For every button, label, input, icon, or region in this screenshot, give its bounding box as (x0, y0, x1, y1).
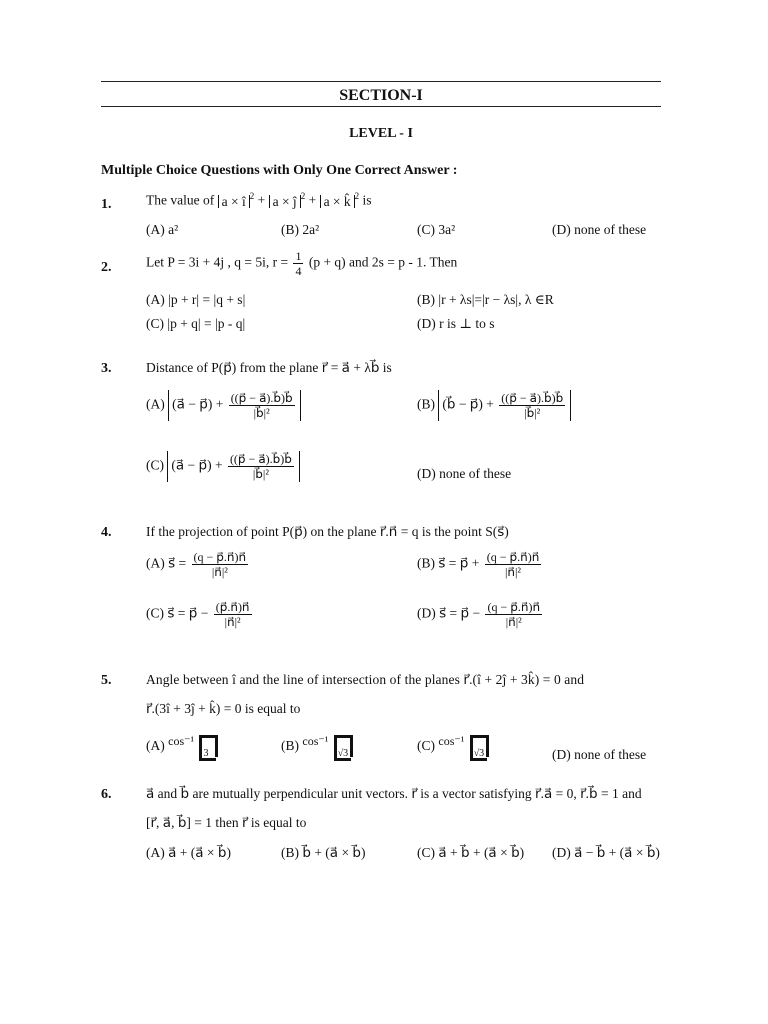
q5-c-garbled-fraction (468, 735, 494, 759)
q3-a-expr (168, 390, 301, 421)
q5-number: 5. (101, 673, 112, 688)
q6-option-a: (A) a⃗ + (a⃗ × b⃗) (146, 845, 231, 860)
q3-option-d: (D) none of these (417, 466, 512, 481)
q4-b-pre: s⃗ = p⃗ + (438, 555, 480, 571)
q3-number: 3. (101, 361, 112, 376)
q1-option-c: (C) 3a² (417, 222, 456, 237)
q3-b-den: |b⃗|² (524, 406, 541, 420)
q4-stem: If the projection of point P(p⃗) on the plane r⃗.n⃗ = q is the point S(s⃗) (146, 524, 509, 539)
q4-d-label: (D) (417, 605, 436, 621)
q4-c-frac (214, 601, 252, 628)
q1-pre: The value of (146, 192, 215, 208)
q2-pre: Let P = 3i + 4j , q = 5i, r = (146, 254, 289, 270)
q3-a-den: |b⃗|² (253, 406, 270, 420)
q5-a-cos: cos⁻¹ (168, 734, 195, 748)
q4-a-num: (q − p⃗.n⃗)n⃗ (193, 550, 247, 564)
q5-c-cos: cos⁻¹ (438, 734, 465, 748)
q1-term3-text: a × k̂ (323, 193, 351, 209)
q3-stem: Distance of P(p⃗) from the plane r⃗ = a⃗ + λb⃗ is (146, 360, 392, 375)
q2-option-b: (B) |r + λs|=|r − λs|, λ ∈R (417, 292, 554, 307)
q3-a-frac (229, 392, 295, 419)
level-title: LEVEL - I (349, 126, 413, 141)
q5-option-a (146, 735, 223, 759)
q4-a-label: (A) (146, 555, 165, 571)
section-rule (101, 106, 661, 107)
q4-option-b (417, 551, 543, 578)
q6-stem-line2: [r⃗, a⃗, b⃗] = 1 then r⃗ is equal to (146, 815, 307, 830)
q4-a-pre: s⃗ = (168, 555, 187, 571)
q5-stem-line1: Angle between î and the line of intersection of the planes r⃗.(î + 2ĵ + 3k̂) = 0 and (146, 672, 585, 687)
q5-a-sub: 3 (203, 748, 209, 759)
q3-c-den: |b⃗|² (252, 467, 269, 481)
q3-b-frac (499, 392, 565, 419)
q3-b-num: ((p⃗ − a⃗).b⃗)b⃗ (501, 391, 564, 405)
q1-term1-text: a × î (221, 193, 246, 209)
q3-c-label: (C) (146, 457, 164, 473)
q3-a-num: ((p⃗ − a⃗).b⃗)b⃗ (230, 391, 293, 405)
q4-c-pre: s⃗ = p⃗ − (167, 605, 209, 621)
q3-b-pre: (b⃗ − p⃗) + (442, 396, 494, 412)
q5-option-b (281, 735, 358, 759)
q5-c-label: (C) (417, 738, 435, 754)
q5-stem-line2: r⃗.(3î + 3ĵ + k̂) = 0 is equal to (146, 701, 301, 716)
q4-option-a (146, 551, 250, 578)
q6-option-b: (B) b⃗ + (a⃗ × b⃗) (281, 845, 366, 860)
q5-b-sub: √3 (337, 748, 349, 759)
q5-a-label: (A) (146, 738, 165, 754)
q3-b-expr (438, 390, 571, 421)
q4-option-c (146, 601, 254, 628)
q4-b-num: (q − p⃗.n⃗)n⃗ (486, 550, 540, 564)
q4-d-pre: s⃗ = p⃗ − (439, 605, 481, 621)
q3-c-frac (228, 453, 294, 480)
top-rule (101, 81, 661, 82)
q4-b-label: (B) (417, 555, 435, 571)
q3-c-num: ((p⃗ − a⃗).b⃗)b⃗ (229, 452, 292, 466)
q5-a-garbled-fraction (197, 735, 223, 759)
q2-frac-den: 4 (295, 264, 302, 278)
q5-b-cos: cos⁻¹ (302, 734, 329, 748)
q3-option-a (146, 390, 301, 421)
q1-stem: The value of a × î $^2$ + a × ĵ $^2$ + a × k̂ $^2$ is (146, 191, 372, 209)
q3-option-c (146, 451, 300, 482)
q4-number: 4. (101, 525, 112, 540)
q4-c-den: |n⃗|² (224, 615, 241, 629)
q5-b-label: (B) (281, 738, 299, 754)
q1-option-a: (A) a² (146, 222, 179, 237)
q1-number: 1. (101, 197, 112, 212)
q4-d-den: |n⃗|² (505, 615, 522, 629)
q6-option-d: (D) a⃗ − b⃗ + (a⃗ × b⃗) (552, 845, 660, 860)
q4-a-den: |n⃗|² (211, 565, 228, 579)
q6-option-c: (C) a⃗ + b⃗ + (a⃗ × b⃗) (417, 845, 525, 860)
q5-option-c (417, 735, 494, 759)
q1-term1 (218, 195, 250, 209)
q4-c-label: (C) (146, 605, 164, 621)
q2-option-a: (A) |p + r| = |q + s| (146, 292, 246, 307)
q2-post: (p + q) and 2s = p - 1. Then (308, 254, 458, 270)
q2-option-d: (D) r is ⊥ to s (417, 316, 495, 331)
q3-option-b (417, 390, 571, 421)
q3-b-label: (B) (417, 396, 435, 412)
q6-stem-line1: a⃗ and b⃗ are mutually perpendicular unit vectors. r⃗ is a vector satisfying r⃗.a⃗ = 0, r⃗.b⃗ = 1 and (146, 786, 642, 801)
q3-a-label: (A) (146, 396, 165, 412)
q1-option-b: (B) 2a² (281, 222, 320, 237)
q3-a-pre: (a⃗ − p⃗) + (172, 396, 224, 412)
q1-option-d: (D) none of these (552, 222, 647, 237)
q4-d-frac (485, 601, 542, 628)
q1-post: is (362, 192, 372, 208)
q1-term3 (320, 195, 355, 209)
q3-c-pre: (a⃗ − p⃗) + (171, 457, 223, 473)
q4-b-den: |n⃗|² (505, 565, 522, 579)
q1-term2-text: a × ĵ (272, 193, 297, 209)
q2-frac-num: 1 (295, 249, 302, 263)
q6-number: 6. (101, 787, 112, 802)
q2-stem (146, 250, 457, 277)
q3-c-expr (167, 451, 300, 482)
q4-a-frac (192, 551, 249, 578)
q5-b-garbled-fraction (332, 735, 358, 759)
section-title: SECTION-I (339, 87, 423, 104)
q4-d-num: (q − p⃗.n⃗)n⃗ (487, 600, 541, 614)
q4-c-num: (p⃗.n⃗)n⃗ (215, 600, 250, 614)
q5-c-sub: √3 (473, 748, 485, 759)
q4-b-frac (485, 551, 542, 578)
q2-option-c: (C) |p + q| = |p - q| (146, 316, 246, 331)
q1-term2 (269, 195, 301, 209)
q5-option-d: (D) none of these (552, 747, 647, 762)
instruction: Multiple Choice Questions with Only One Correct Answer : (101, 163, 458, 178)
q2-fraction (293, 250, 303, 277)
q4-option-d (417, 601, 544, 628)
q2-number: 2. (101, 260, 112, 275)
